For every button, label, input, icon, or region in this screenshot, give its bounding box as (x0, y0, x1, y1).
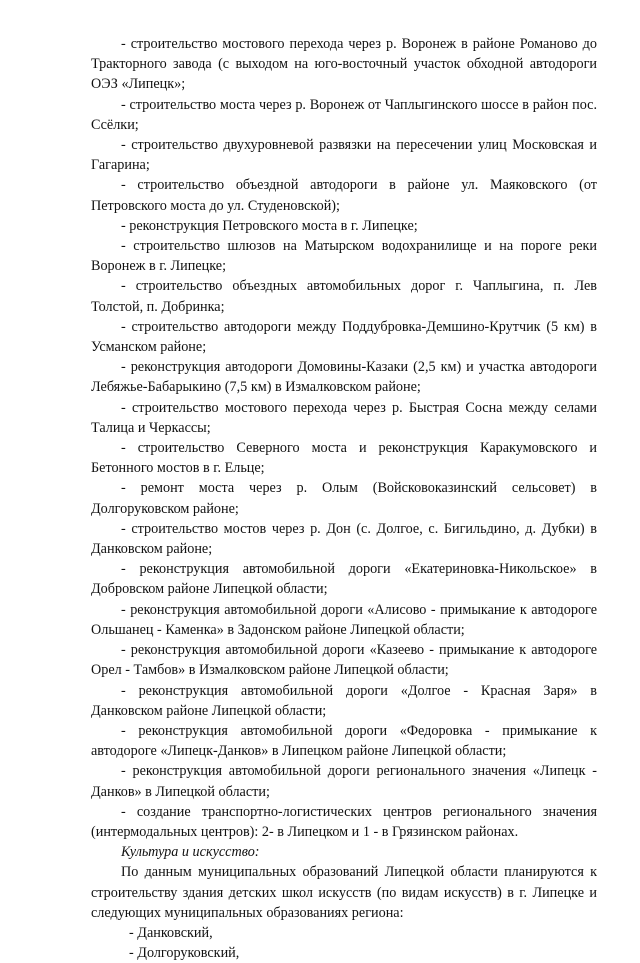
list-item-road-kazeevo: - реконструкция автомобильной дороги «Казеево - примыкание к автодороге Орел - Тамбов» в Измалковском районе Липецкой области; (91, 642, 597, 679)
list-item-road-usman: - строительство автодороги между Поддубровка-Демшино-Крутчик (5 км) в Усманском районе; (91, 318, 597, 356)
list-item-bridge-olym: - ремонт моста через р. Олым (Войсковоказинский сельсовет) в Долгоруковском районе; (91, 480, 597, 517)
list-item-road-ekaterinovka: - реконструкция автомобильной дороги «Екатериновка-Никольское» в Добровском районе Липецкой области; (91, 561, 597, 598)
list-item-bypass-mayakovskogo: - строительство объездной автодороги в районе ул. Маяковского (от Петровского моста до ул. Студеновской); (91, 177, 597, 214)
list-item-locks-matyrskoe: - строительство шлюзов на Матырском водохранилище и на пороге реки Воронеж в г. Липецке; (91, 238, 597, 275)
list-item-bypass-chaplygin: - строительство объездных автомобильных дорог г. Чаплыгина, п. Лев Толстой, п. Добринка; (91, 278, 597, 315)
list-item-bridge-chaplygin-highway: - строительство моста через р. Воронеж от Чаплыгинского шоссе в район пос. Ссёлки; (91, 96, 597, 133)
list-item-bridge-romanovo: - строительство мостового перехода через р. Воронеж в районе Романово до Тракторного завода (с выходом на юго-восточный участок обходной автодороги ОЭЗ «Липецк»; (91, 36, 597, 93)
list-item-road-dolgoe: - реконструкция автомобильной дороги «Долгое - Красная Заря» в Данковском районе Липецкой области; (91, 682, 597, 719)
document-page (91, 34, 597, 963)
list-item-road-domoviny-kazaki: - реконструкция автодороги Домовины-Казаки (2,5 км) и участка автодороги Лебяжье-Бабарыкино (7,5 км) в Измалковском районе; (91, 359, 597, 396)
section-heading-culture: Культура и искусство: (121, 844, 260, 861)
section-paragraph-culture: По данным муниципальных образований Липецкой области планируются к строительству здания детских школ искусств (по видам искусств) в г. Липецке и следующих муниципальных образованиях региона: (91, 864, 597, 921)
district-item-dolgorukovsky: - Долгоруковский, (129, 945, 240, 962)
list-item-road-lipetsk-dankov: - реконструкция автомобильной дороги регионального значения «Липецк - Данков» в Липецкой области; (91, 763, 597, 800)
list-item-bridge-bystraya-sosna: - строительство мостового перехода через р. Быстрая Сосна между селами Талица и Черкассы; (91, 399, 597, 436)
list-item-road-fedorovka: - реконструкция автомобильной дороги «Федоровка - примыкание к автодороге «Липецк-Данков» в Липецком районе Липецкой области; (91, 722, 597, 760)
list-item-interchange-moskovskaya: - строительство двухуровневой развязки на пересечении улиц Московская и Гагарина; (91, 137, 597, 174)
list-item-logistics-centers: - создание транспортно-логистических центров регионального значения (интермодальных центров): 2- в Липецком и 1 - в Грязинском районах. (91, 803, 597, 840)
list-item-road-alisovo: - реконструкция автомобильной дороги «Алисово - примыкание к автодороге Ольшанец - Каменка» в Задонском районе Липецкой области; (91, 601, 597, 638)
list-item-severny-bridge: - строительство Северного моста и реконструкция Каракумовского и Бетонного мостов в г. Ельце; (91, 440, 597, 477)
district-item-dankovsky: - Данковский, (129, 924, 213, 941)
list-item-petrovsky-bridge: - реконструкция Петровского моста в г. Липецке; (121, 217, 418, 234)
list-item-bridges-don: - строительство мостов через р. Дон (с. Долгое, с. Бигильдино, д. Дубки) в Данковском районе; (91, 520, 597, 558)
